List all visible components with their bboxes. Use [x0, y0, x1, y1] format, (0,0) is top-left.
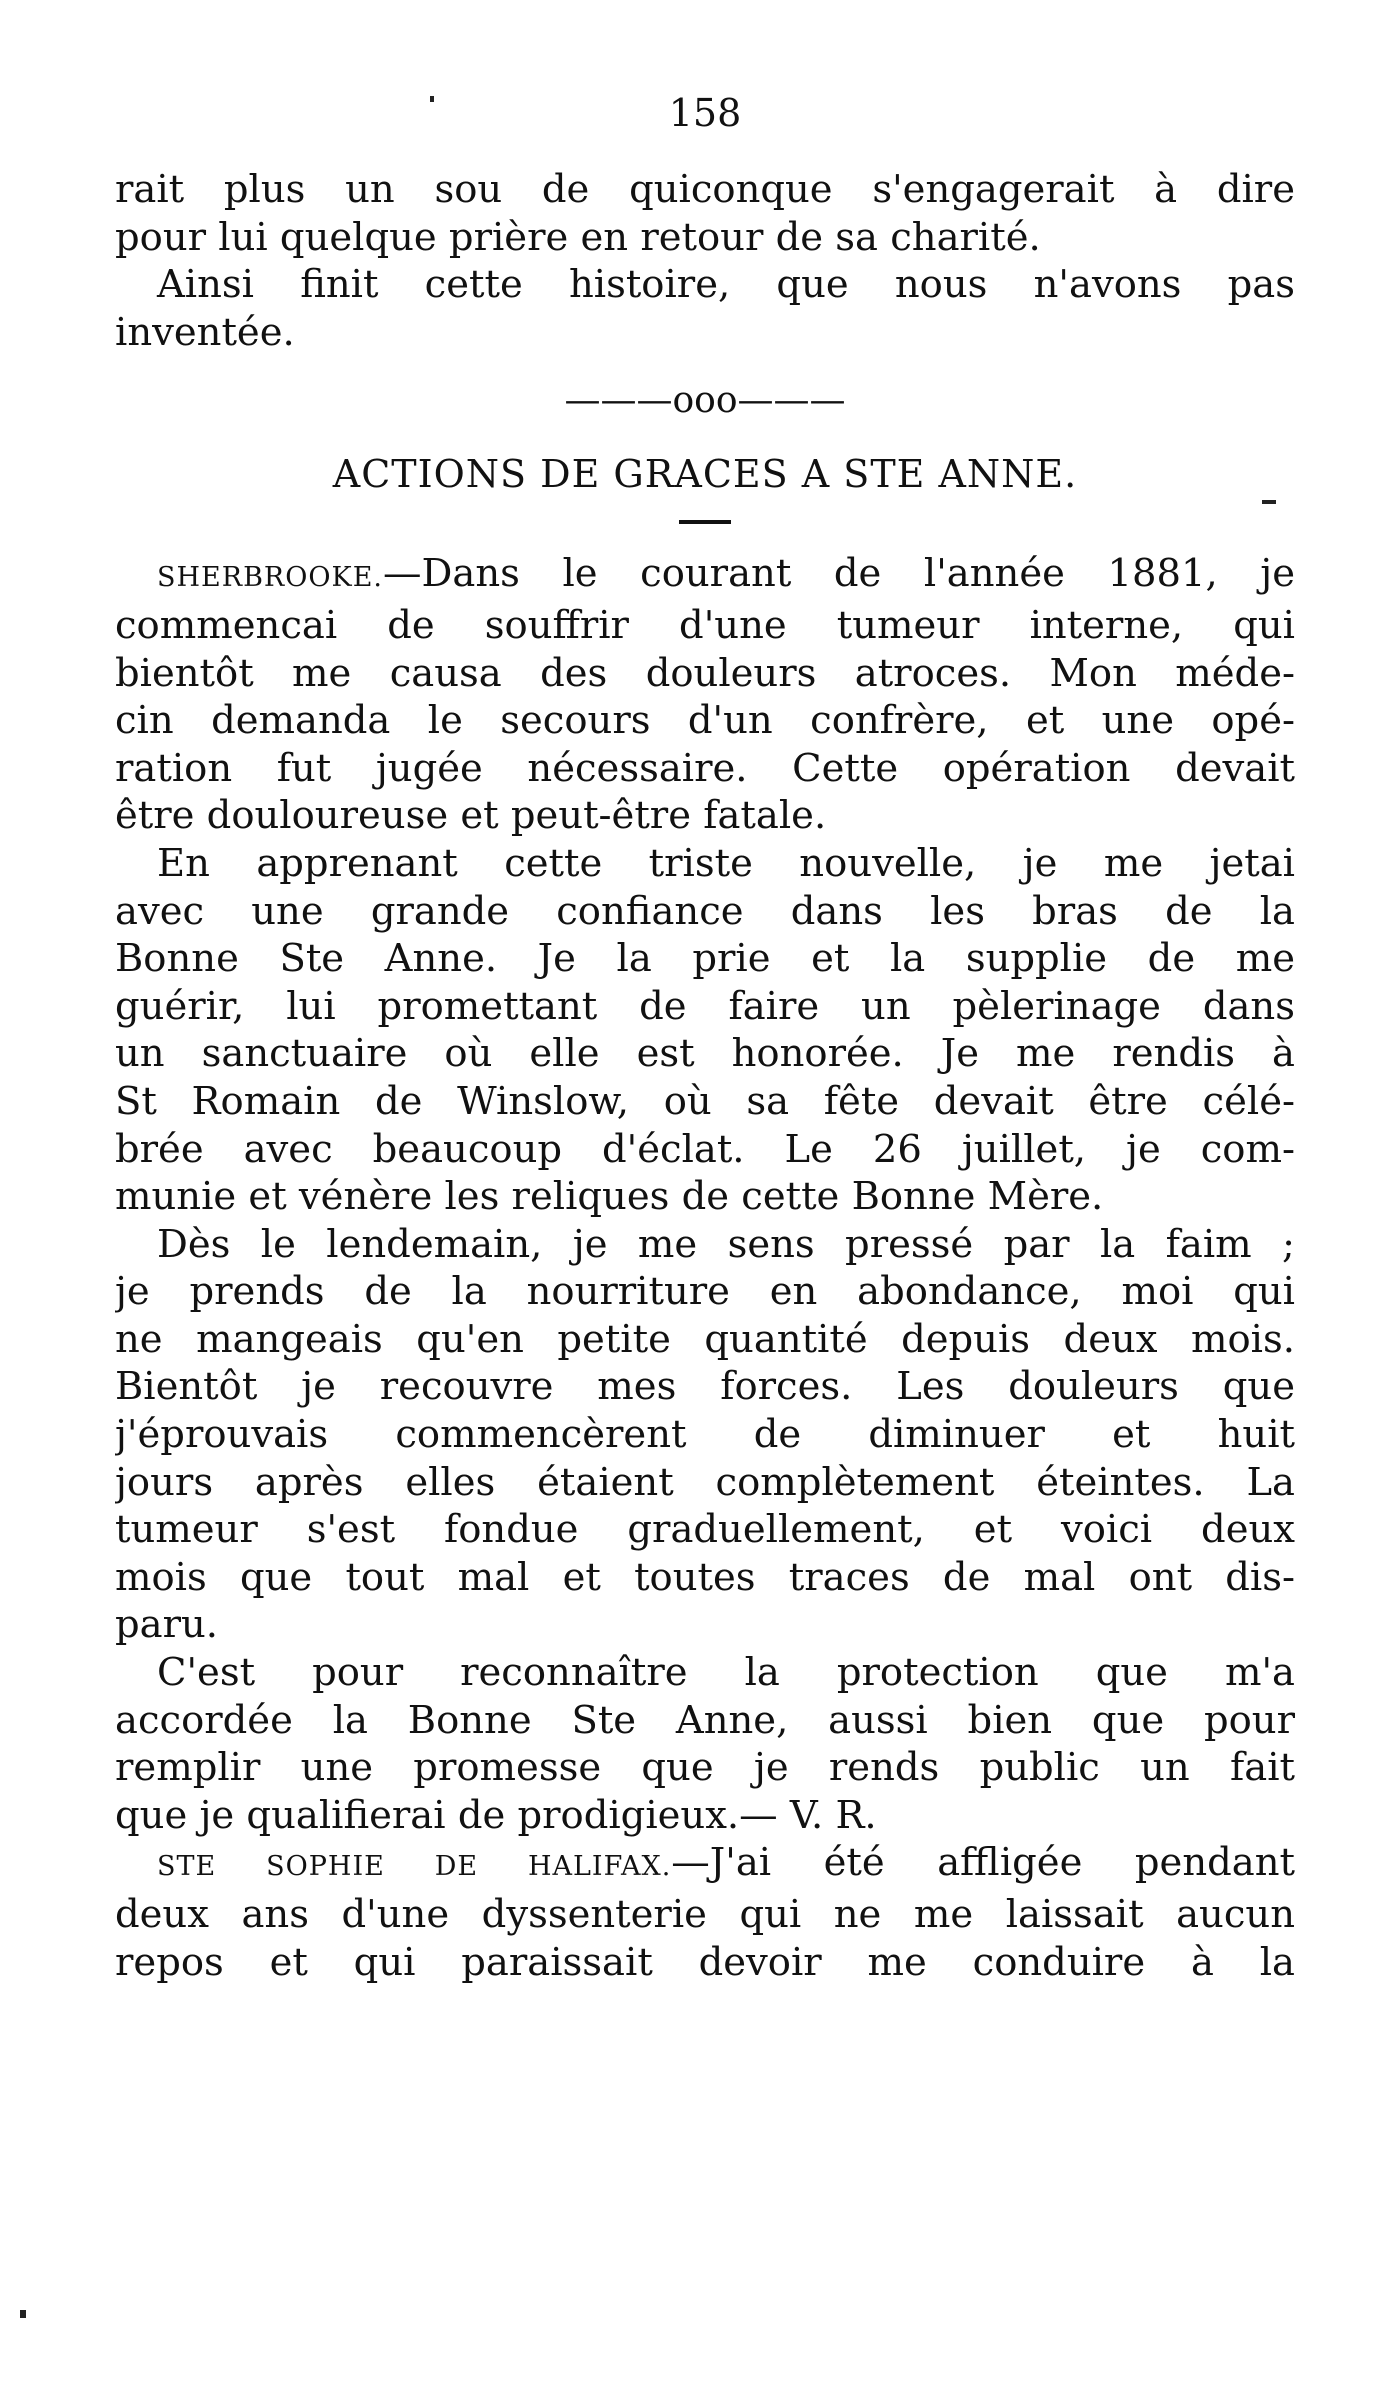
text-line — [115, 1839, 1295, 1891]
text-line: repos et qui paraissait devoir me conduire à la — [115, 1939, 1295, 1985]
text-line: rait plus un sou de quiconque s'engagerait à dire — [115, 167, 1295, 212]
page-number: 158 — [668, 91, 742, 135]
text-line: être douloureuse et peut-être fatale. — [115, 793, 827, 839]
closing-paragraph — [115, 261, 1295, 356]
place-name: SHERBROOKE. — [157, 562, 383, 594]
text-line: remplir une promesse que je rends public un fait — [115, 1745, 1295, 1791]
text-line: ration fut jugée nécessaire. Cette opération devait — [115, 745, 1295, 791]
place-name: STE SOPHIE DE HALIFAX. — [157, 1851, 672, 1883]
text-line: Bonne Ste Anne. Je la prie et la supplie de me — [115, 936, 1295, 982]
text-line: Bientôt je recouvre mes forces. Les douleurs que — [115, 1364, 1295, 1410]
text-line: St Romain de Winslow, où sa fête devait être célé- — [115, 1078, 1295, 1124]
text-line: pour lui quelque prière en retour de sa charité. — [115, 214, 1041, 260]
text-line: En apprenant cette triste nouvelle, je me jetai — [157, 840, 1295, 886]
heading-rule — [679, 520, 731, 524]
print-speck — [1262, 500, 1276, 504]
text-line: Dès le lendemain, je me sens pressé par la faim ; — [157, 1221, 1295, 1267]
text-line: que je qualifierai de prodigieux.— V. R. — [115, 1792, 877, 1838]
text-line: un sanctuaire où elle est honorée. Je me rendis à — [115, 1031, 1295, 1077]
text-line: commencai de souffrir d'une tumeur interne, qui — [115, 602, 1295, 648]
text-line: tumeur s'est fondue graduellement, et voici deux — [115, 1507, 1295, 1553]
text-line: brée avec beaucoup d'éclat. Le 26 juillet, je com- — [115, 1126, 1295, 1172]
text-line: ne mangeais qu'en petite quantité depuis deux mois. — [115, 1316, 1295, 1362]
print-speck — [430, 96, 434, 102]
section-heading: ACTIONS DE GRACES A STE ANNE. — [332, 452, 1078, 497]
text-line: je prends de la nourriture en abondance, moi qui — [115, 1269, 1295, 1315]
text-line: cin demanda le secours d'un confrère, et une opé- — [115, 698, 1295, 744]
book-page — [115, 90, 1295, 1986]
text-line: munie et vénère les reliques de cette Bonne Mère. — [115, 1174, 1104, 1220]
text-line: inventée. — [115, 309, 295, 355]
text-line: accordée la Bonne Ste Anne, aussi bien que pour — [115, 1697, 1295, 1743]
paragraph-healing — [115, 1221, 1295, 1649]
text-line: C'est pour reconnaître la protection que m'a — [157, 1650, 1295, 1696]
intro-paragraph — [115, 166, 1295, 261]
text-line: jours après elles étaient complètement éteintes. La — [115, 1459, 1295, 1505]
text-line: mois que tout mal et toutes traces de mal ont dis- — [115, 1554, 1295, 1600]
paragraph-thanks — [115, 1649, 1295, 1839]
text-line: Ainsi finit cette histoire, que nous n'avons pas — [157, 262, 1295, 308]
text-line: j'éprouvais commencèrent de diminuer et huit — [115, 1412, 1295, 1458]
text-line: bientôt me causa des douleurs atroces. Mon méde- — [115, 650, 1295, 696]
section-separator: ———ooo——— — [564, 380, 846, 422]
print-speck — [20, 2310, 26, 2318]
text-line — [115, 550, 1295, 602]
text-line: deux ans d'une dyssenterie qui ne me laissait aucun — [115, 1892, 1295, 1937]
text-line: guérir, lui promettant de faire un pèlerinage dans — [115, 983, 1295, 1029]
paragraph-sherbrooke — [115, 550, 1295, 840]
text-segment: —J'ai été affligée pendant — [671, 1840, 1295, 1886]
text-line: paru. — [115, 1602, 219, 1648]
paragraph-pilgrimage — [115, 840, 1295, 1221]
paragraph-halifax — [115, 1839, 1295, 1986]
text-segment: —Dans le courant de l'année 1881, je — [383, 551, 1295, 597]
text-line: avec une grande confiance dans les bras de la — [115, 888, 1295, 934]
